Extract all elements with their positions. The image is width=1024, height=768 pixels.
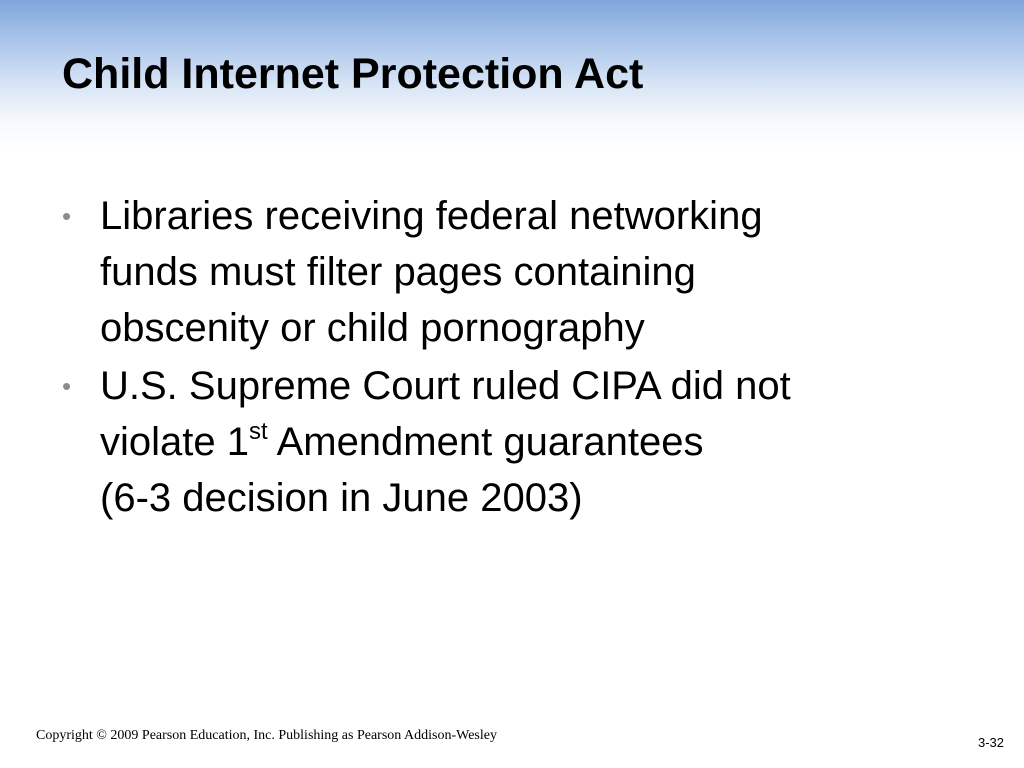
copyright-footer: Copyright © 2009 Pearson Education, Inc. Publishing as Pearson Addison-Wesley xyxy=(36,728,497,743)
bullet-dot-icon: • xyxy=(62,201,72,231)
bullet-item xyxy=(62,188,962,356)
bullet-line: obscenity or child pornography xyxy=(100,306,645,350)
bullet-line: (6-3 decision in June 2003) xyxy=(100,476,583,520)
bullet-dot-icon: • xyxy=(62,371,72,401)
bullet-item xyxy=(62,358,962,526)
ordinal-superscript: st xyxy=(248,418,268,445)
bullet-text xyxy=(100,358,962,526)
bullet-line-part: violate 1 xyxy=(100,420,249,464)
slide-title: Child Internet Protection Act xyxy=(62,50,644,98)
bullet-line: Libraries receiving federal networking xyxy=(100,194,763,238)
bullet-line-part: Amendment guarantees xyxy=(267,420,704,464)
bullet-text xyxy=(100,188,962,356)
bullet-line xyxy=(100,414,962,470)
bullet-list xyxy=(62,188,962,528)
page-number: 3-32 xyxy=(977,735,1004,750)
bullet-line: U.S. Supreme Court ruled CIPA did not xyxy=(100,364,791,408)
bullet-line: funds must filter pages containing xyxy=(100,250,696,294)
